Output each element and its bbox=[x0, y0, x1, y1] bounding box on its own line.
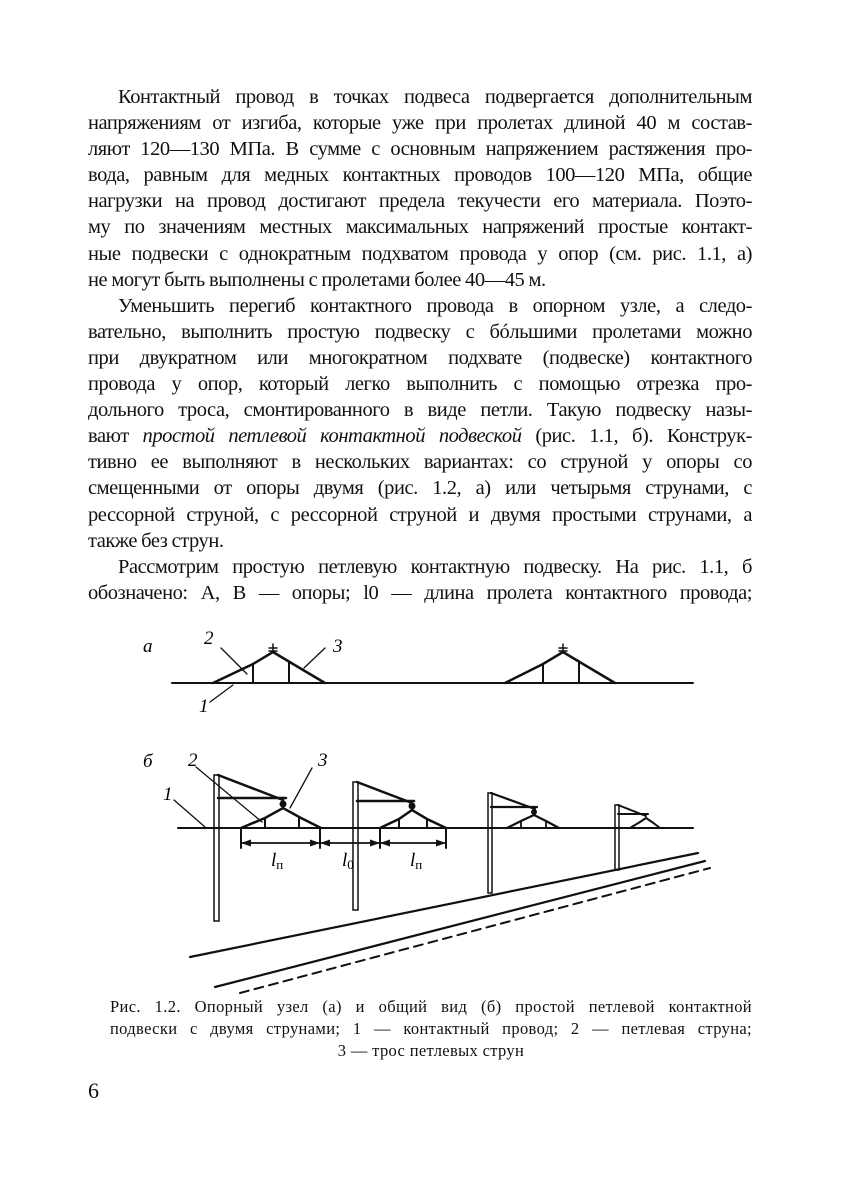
panel-a-label: а bbox=[143, 636, 153, 657]
leader-3 bbox=[304, 648, 325, 668]
callout-3: 3 bbox=[318, 750, 328, 771]
text-line: провода у опор, который легко выполнить с помощью отрезка про- bbox=[88, 373, 752, 396]
text-line: му по значениям местных максимальных напряжений простые контакт- bbox=[88, 216, 752, 239]
catenary-diagram bbox=[0, 625, 858, 995]
loop-cable-a2 bbox=[505, 652, 615, 683]
callout-3: 3 bbox=[333, 636, 343, 657]
paragraph-1 bbox=[88, 84, 752, 293]
caption-line: Рис. 1.2. Опорный узел (а) и общий вид (б) простой петлевой контактной bbox=[110, 997, 752, 1016]
panel-b-label: б bbox=[143, 751, 153, 772]
loop-cable-b bbox=[241, 808, 321, 828]
text-line: ляют 120—130 МПа. В сумме с основным напряжением растяжения про- bbox=[88, 138, 752, 161]
callout-2: 2 bbox=[204, 628, 214, 649]
text-line: ные подвески с однократным подхватом провода у опор (см. рис. 1.1, а) bbox=[88, 242, 752, 265]
text-fragment: вают bbox=[88, 425, 143, 448]
dimension-label-ln-2: lп bbox=[410, 850, 423, 872]
leader-2 bbox=[196, 767, 262, 822]
dimension-label-ln: lп bbox=[271, 850, 284, 872]
leader-2 bbox=[221, 648, 247, 674]
text-line: рессорной струной, с рессорной струной и двумя простыми струнами, а bbox=[88, 503, 752, 526]
text-line: Контактный провод в точках подвеса подвергается дополнительным bbox=[118, 86, 752, 108]
text-line: смещенными от опоры двумя (рис. 1.2, а) или четырьмя струнами, с bbox=[88, 477, 752, 500]
text-line: дольного троса, смонтированного в виде петли. Такую подвеску назы- bbox=[88, 399, 752, 422]
text-fragment: (рис. 1.1, б). Конструк- bbox=[521, 425, 752, 448]
panel-a-support-node bbox=[172, 644, 693, 702]
text-line: обозначено: А, В — опоры; l0 — длина пролета контактного провода; bbox=[88, 581, 752, 604]
bracket bbox=[218, 775, 283, 800]
text-line: тивно ее выполняют в нескольких вариантах: со струной у опоры со bbox=[88, 451, 752, 474]
leader-1 bbox=[210, 685, 233, 702]
leader-3 bbox=[290, 768, 312, 808]
text-line: Рассмотрим простую петлевую контактную подвеску. На рис. 1.1, б bbox=[118, 555, 752, 578]
text-line: не могут быть выполнены с пролетами более 40—45 м. bbox=[88, 268, 546, 291]
callout-1: 1 bbox=[199, 696, 209, 717]
figure-1-2 bbox=[0, 625, 858, 995]
rail-far bbox=[215, 861, 705, 987]
page-number: 6 bbox=[88, 1078, 99, 1103]
paragraph-3 bbox=[88, 554, 752, 606]
figure-caption bbox=[110, 996, 752, 1062]
body-text bbox=[88, 84, 752, 606]
text-line: также без струн. bbox=[88, 529, 224, 552]
dimension-label-l0: l0 bbox=[342, 850, 354, 872]
callout-1: 1 bbox=[163, 784, 173, 805]
text-line: вательно, выполнить простую подвеску с бóльшими пролетами можно bbox=[88, 320, 752, 343]
text-line: при двукратном или многократном подхвате (подвеске) контактного bbox=[88, 346, 752, 369]
text-line: вода, равным для медных контактных проводов 100—120 МПа, общие bbox=[88, 164, 752, 187]
paragraph-2 bbox=[88, 293, 752, 554]
term-italic: простой петлевой контактной подвеской bbox=[142, 425, 522, 448]
leader-1 bbox=[174, 800, 205, 827]
caption-line: 3 — трос петлевых струн bbox=[337, 1041, 525, 1060]
rail-dashed bbox=[240, 868, 710, 993]
text-line-with-term bbox=[88, 423, 752, 449]
caption-line: подвески с двумя струнами; 1 — контактный провод; 2 — петлевая струна; bbox=[110, 1019, 752, 1038]
panel-b-general-view bbox=[174, 767, 710, 993]
text-line: нагрузки на провод достигают предела текучести его материала. Поэто- bbox=[88, 190, 752, 213]
text-line: напряжениям от изгиба, которые уже при пролетах длиной 40 м состав- bbox=[88, 112, 752, 135]
text-line: Уменьшить перегиб контактного провода в опорном узле, а следо- bbox=[118, 294, 752, 317]
callout-2: 2 bbox=[188, 750, 198, 771]
rail-near bbox=[190, 853, 698, 957]
